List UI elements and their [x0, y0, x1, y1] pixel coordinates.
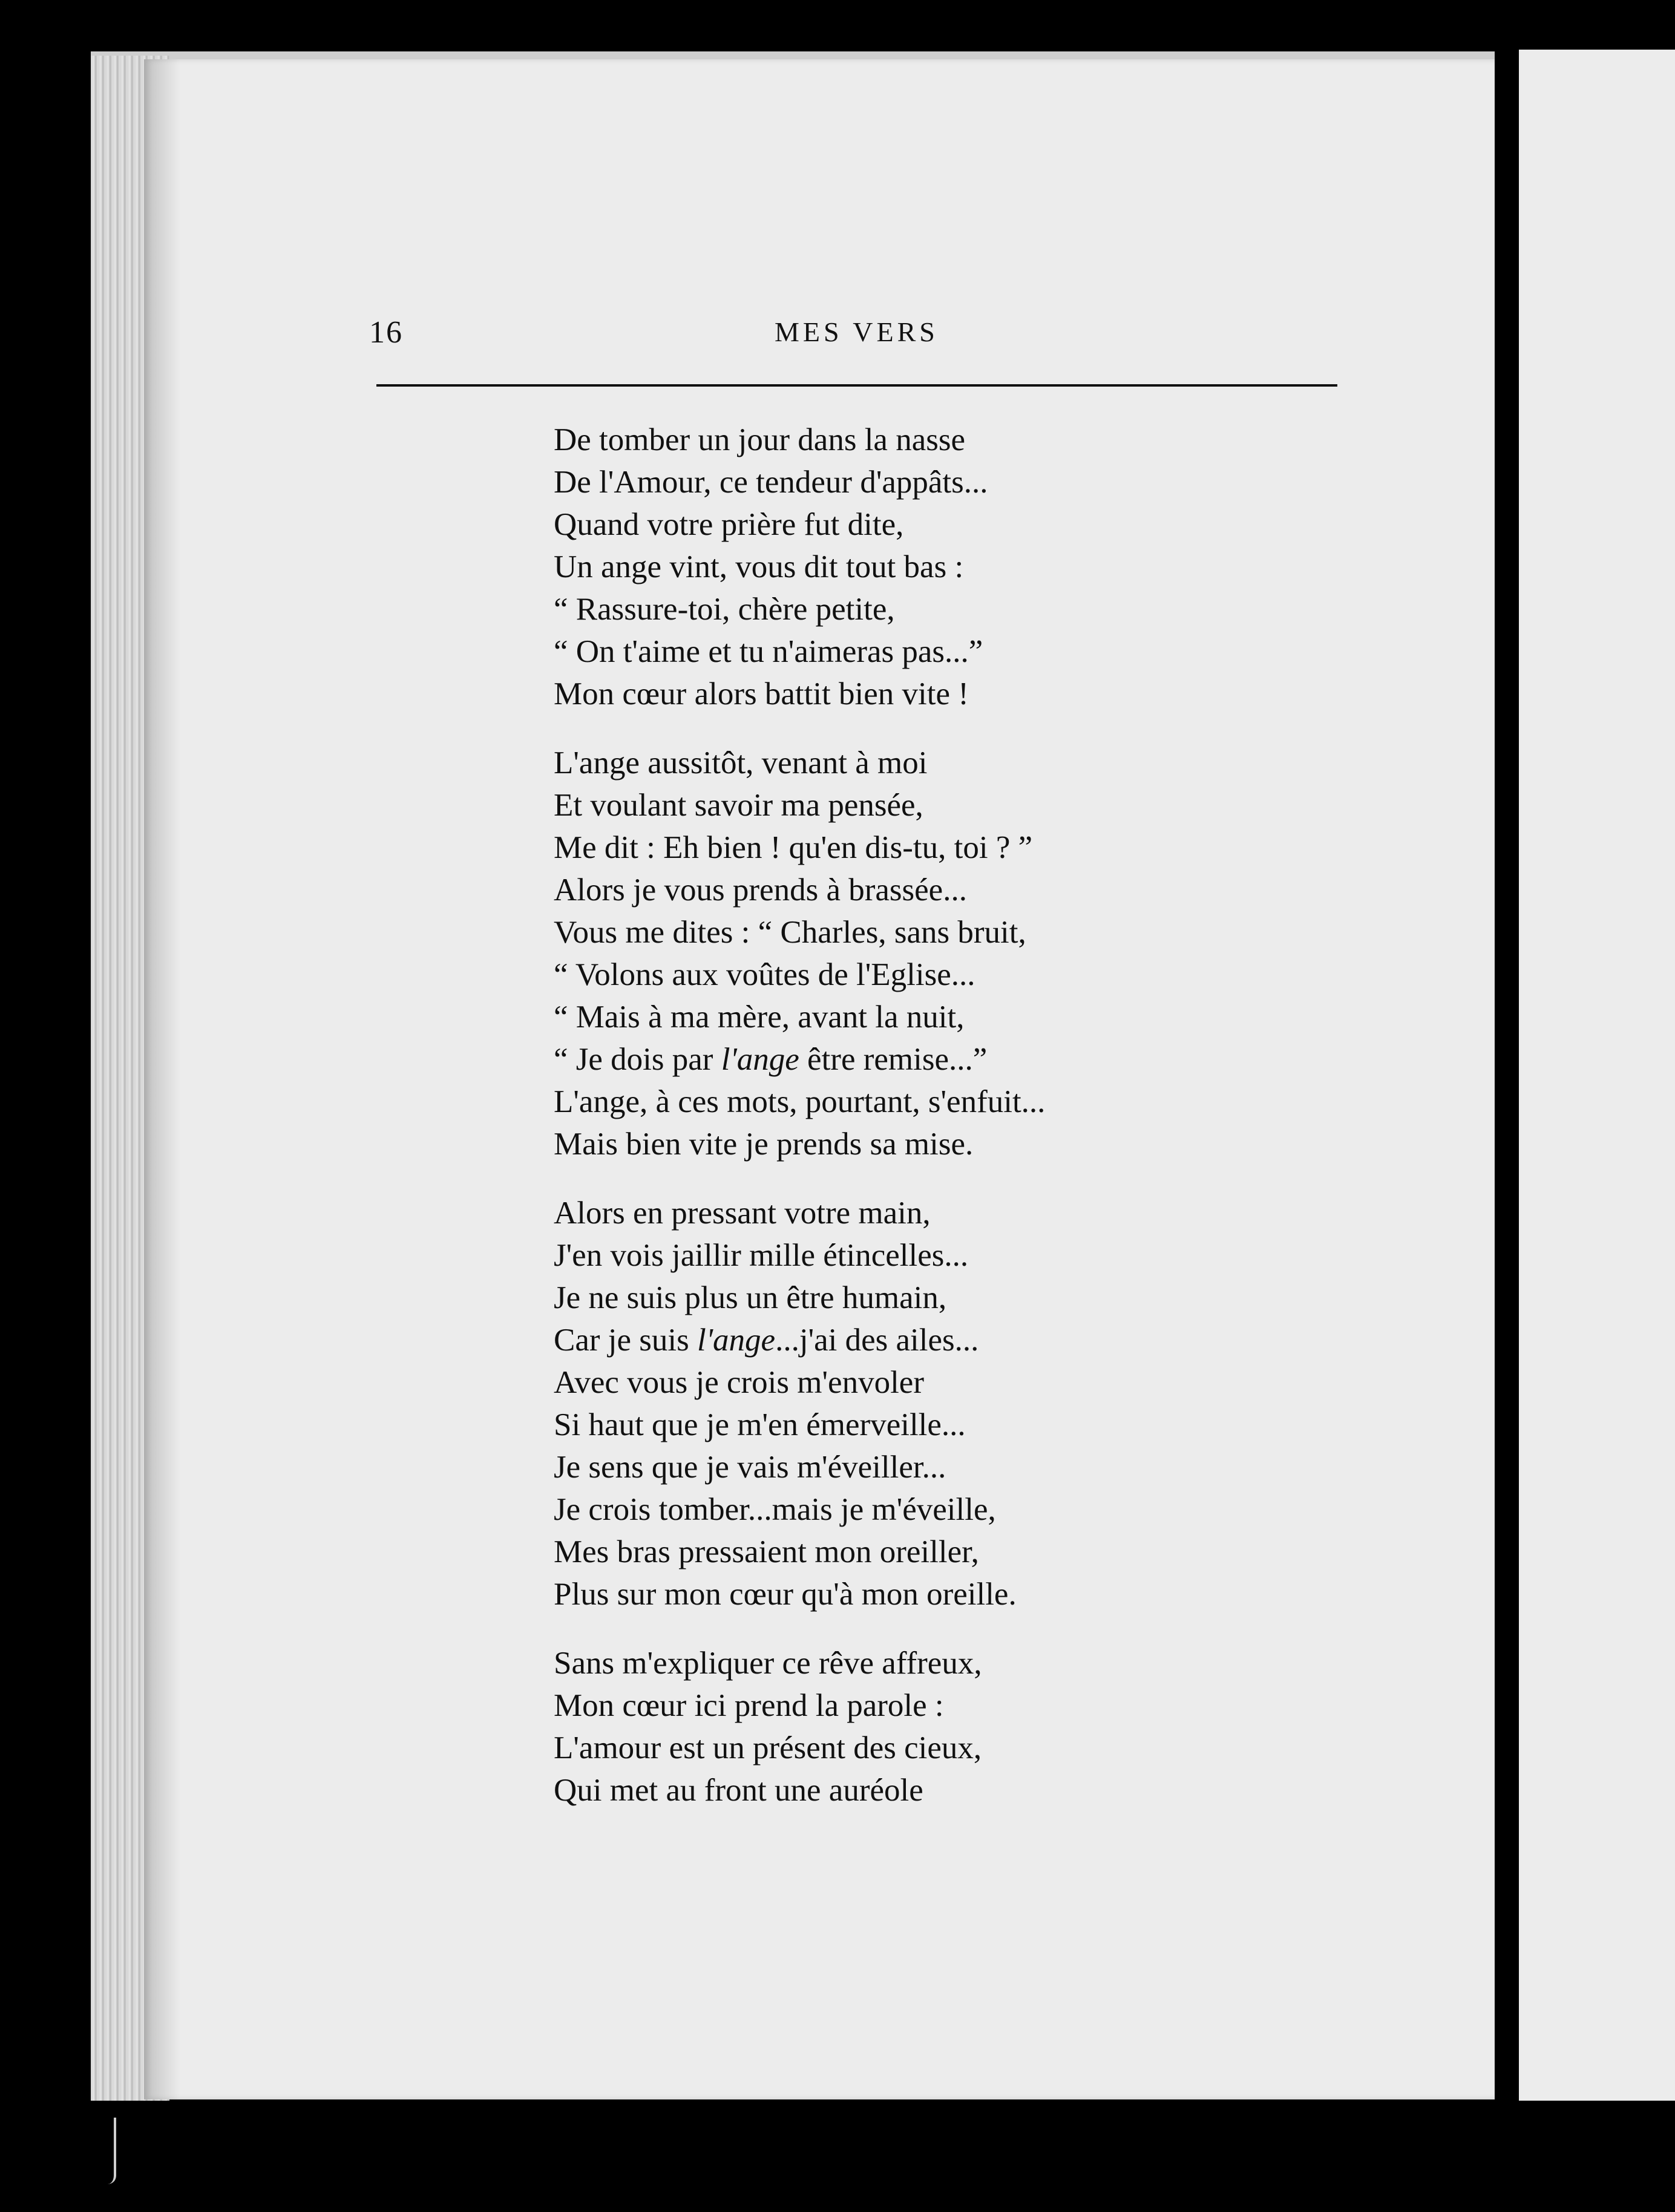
poem-line: Mon cœur ici prend la parole :: [554, 1688, 944, 1723]
poem-line: L'ange, à ces mots, pourtant, s'enfuit...: [554, 1084, 1046, 1119]
poem-line: Alors en pressant votre main,: [554, 1196, 931, 1231]
poem-line: J'en vois jaillir mille étincelles...: [554, 1238, 969, 1273]
poem-line: Je ne suis plus un être humain,: [554, 1280, 947, 1315]
poem-line-part: “ Je dois par: [554, 1042, 721, 1077]
poem-line: Alors je vous prends à brassée...: [554, 872, 967, 908]
poem-line: Avec vous je crois m'envoler: [554, 1365, 924, 1400]
poem-line: Un ange vint, vous dit tout bas :: [554, 549, 964, 584]
stanza-3: [554, 1192, 1219, 1615]
poem-line: Quand votre prière fut dite,: [554, 507, 904, 542]
poem-line: “ Mais à ma mère, avant la nuit,: [554, 1000, 965, 1035]
poem-line: [554, 1319, 1219, 1361]
poem-line-part: être remise...”: [799, 1042, 988, 1077]
poem-line: Mon cœur alors battit bien vite !: [554, 676, 969, 712]
poem-line: Mes bras pressaient mon oreiller,: [554, 1534, 979, 1569]
poem-line: Sans m'expliquer ce rêve affreux,: [554, 1646, 982, 1681]
poem-line: Je sens que je vais m'éveiller...: [554, 1450, 946, 1485]
poem-line-italic: l'ange: [721, 1042, 799, 1077]
poem-line: De l'Amour, ce tendeur d'appâts...: [554, 465, 988, 500]
poem-line: L'ange aussitôt, venant à moi: [554, 745, 928, 780]
poem-line: [554, 1038, 1219, 1081]
stanza-2: [554, 742, 1219, 1165]
poem-line: L'amour est un présent des cieux,: [554, 1730, 982, 1765]
poem-line-part: ...j'ai des ailes...: [775, 1323, 979, 1358]
facing-page-edge: [1519, 50, 1675, 2101]
poem-line: Si haut que je m'en émerveille...: [554, 1407, 966, 1442]
poem-line: De tomber un jour dans la nasse: [554, 422, 965, 457]
running-head: MES VERS: [775, 316, 939, 347]
poem-line: “ Volons aux voûtes de l'Eglise...: [554, 957, 975, 992]
poem-line: Je crois tomber...mais je m'éveille,: [554, 1492, 996, 1527]
book-top-edge: [91, 51, 1495, 60]
poem-line: Mais bien vite je prends sa mise.: [554, 1127, 974, 1162]
stanza-4: [554, 1642, 1219, 1811]
poem-text: [554, 419, 1219, 1838]
poem-line: Qui met au front une auréole: [554, 1773, 923, 1808]
stanza-1: [554, 419, 1219, 715]
poem-line: Plus sur mon cœur qu'à mon oreille.: [554, 1577, 1017, 1612]
poem-line: “ On t'aime et tu n'aimeras pas...”: [554, 634, 983, 669]
poem-line-italic: l'ange: [697, 1323, 776, 1358]
header-rule: [376, 384, 1337, 387]
page-number: 16: [369, 315, 403, 350]
page-header: [369, 309, 1337, 351]
poem-line: Vous me dites : “ Charles, sans bruit,: [554, 915, 1026, 950]
poem-line: “ Rassure-toi, chère petite,: [554, 592, 895, 627]
poem-line: Et voulant savoir ma pensée,: [554, 788, 923, 823]
scan-artifact: [108, 2118, 116, 2184]
gutter-shadow: [144, 59, 180, 2099]
poem-line-part: Car je suis: [554, 1323, 697, 1358]
poem-line: Me dit : Eh bien ! qu'en dis-tu, toi ? ”: [554, 830, 1033, 865]
